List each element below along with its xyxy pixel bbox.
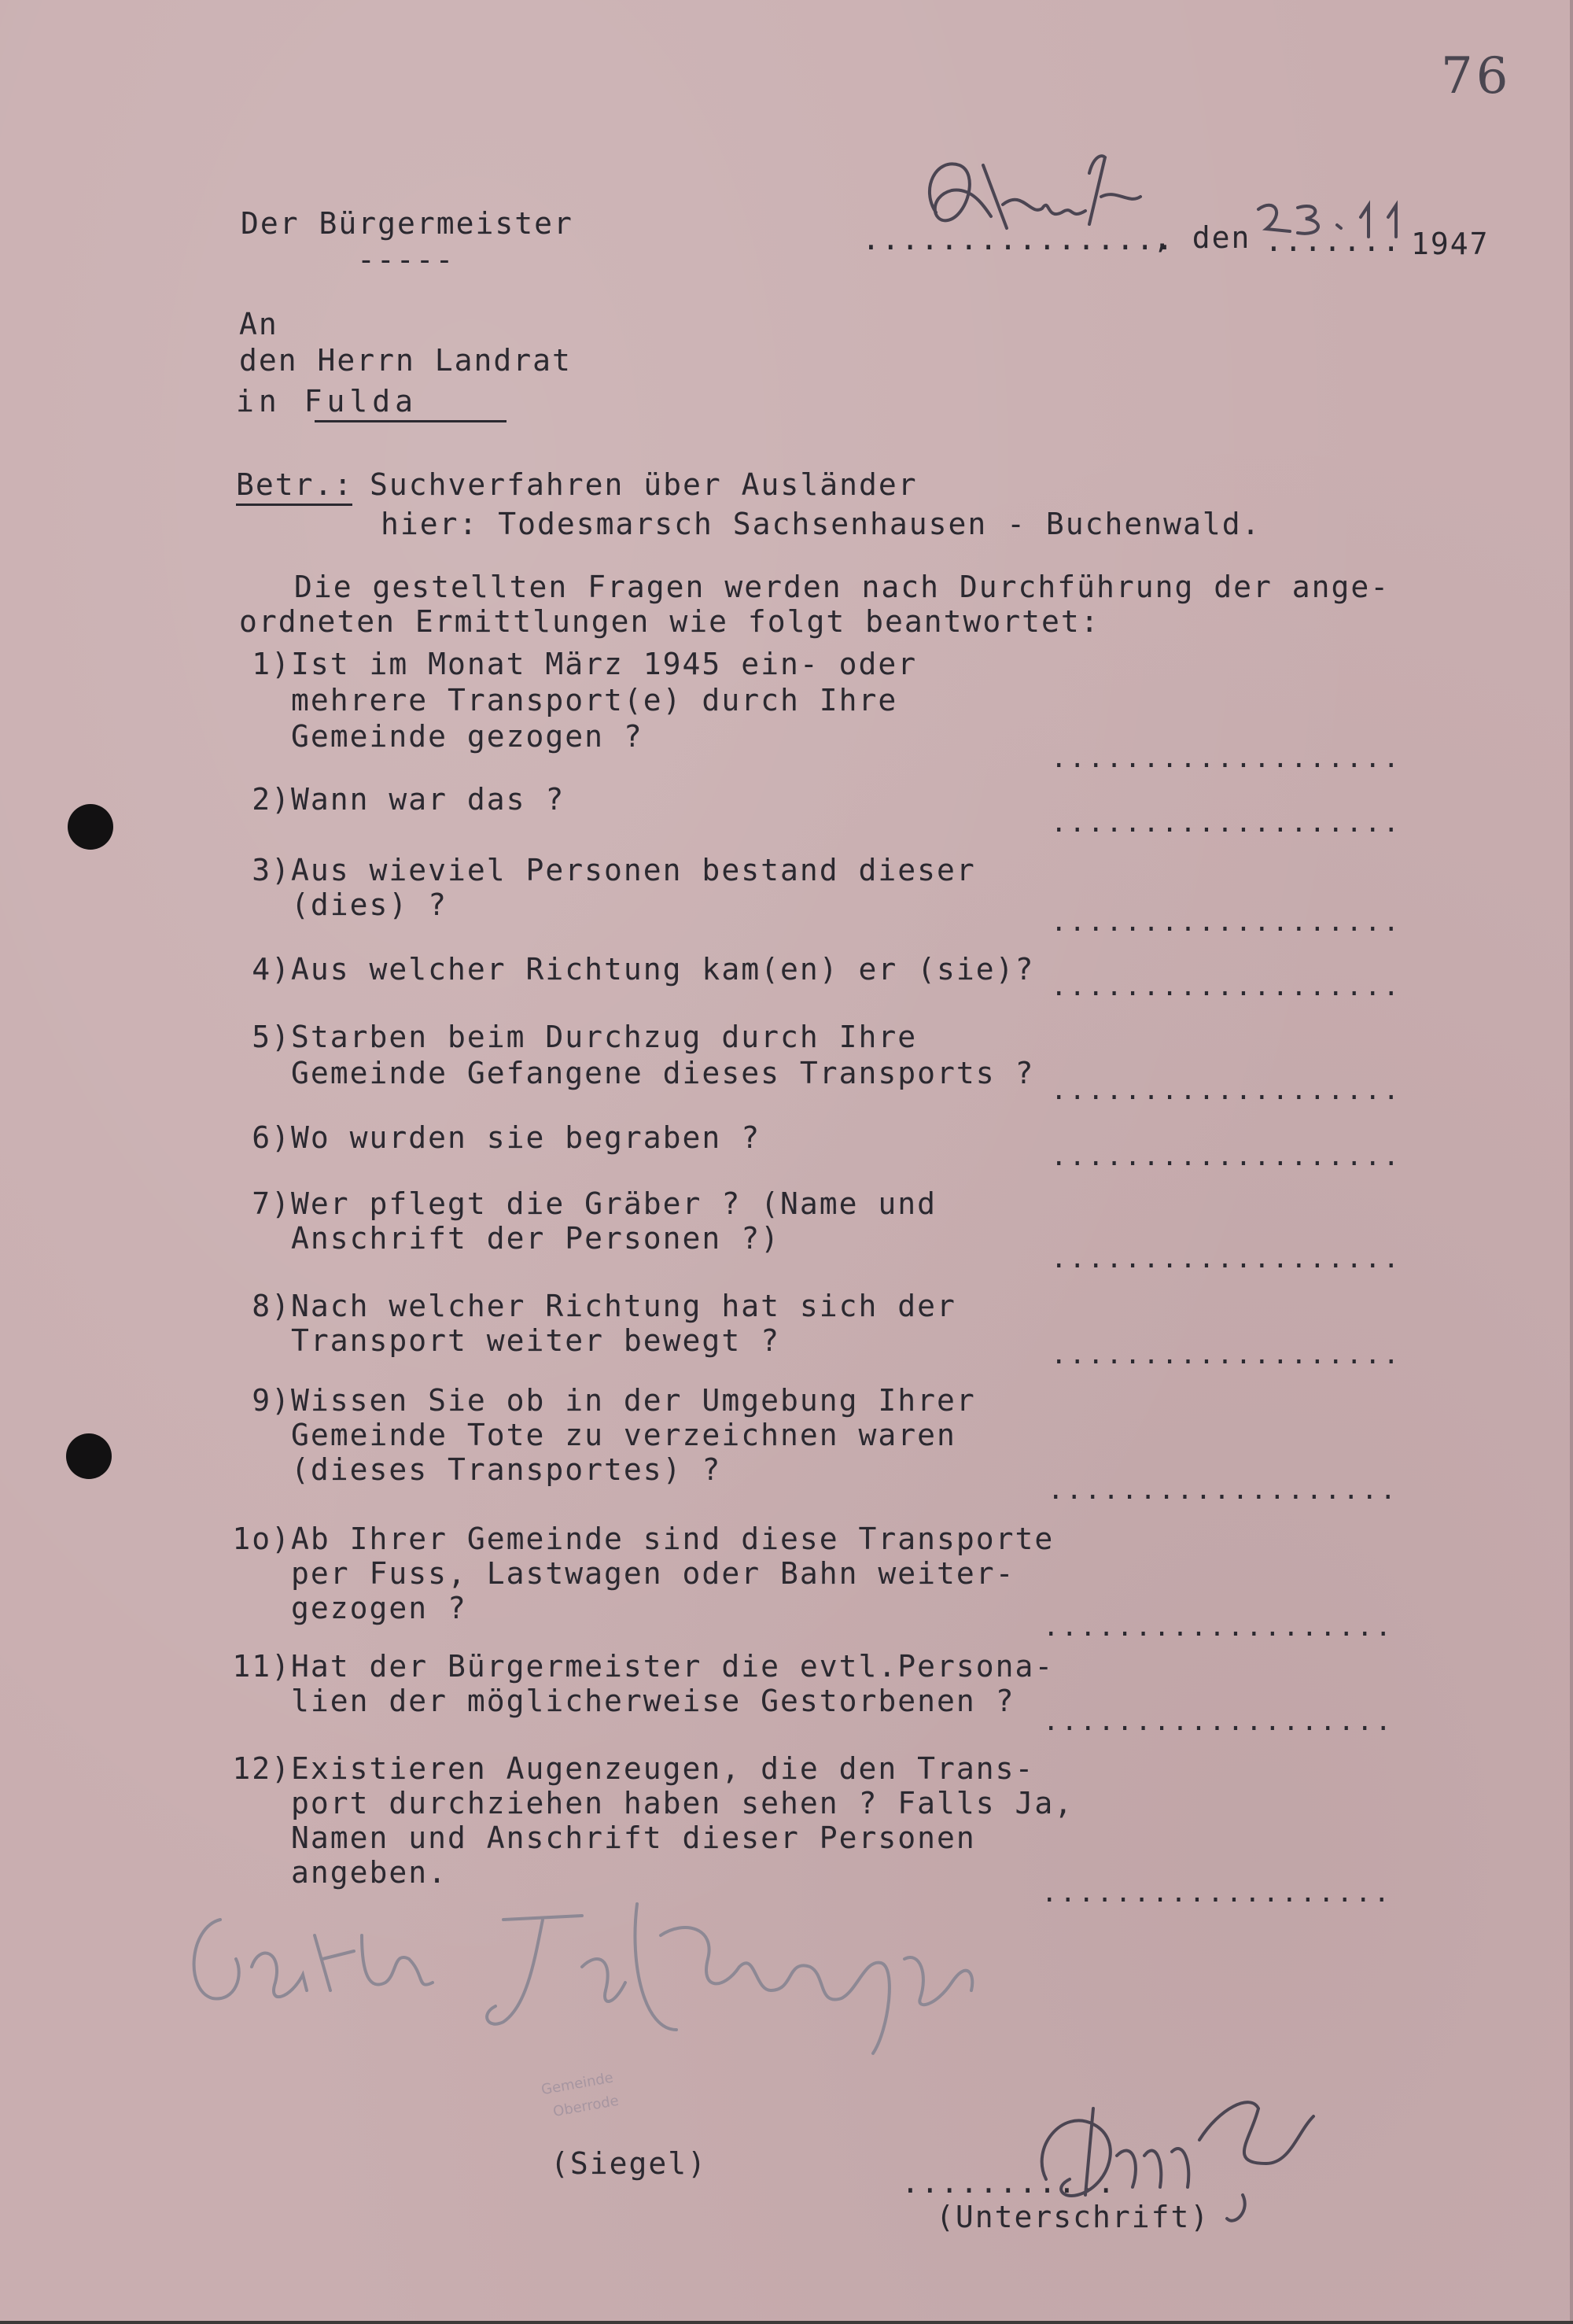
question-line: angeben. <box>291 1855 448 1890</box>
svg-text:Gemeinde: Gemeinde <box>540 2069 615 2099</box>
question-number: 2) <box>252 782 291 817</box>
question-number: 7) <box>252 1186 291 1221</box>
question-line: per Fuss, Lastwagen oder Bahn weiter- <box>291 1556 1015 1591</box>
question-line: Anschrift der Personen ?) <box>291 1221 780 1256</box>
question-line: Gemeinde Gefangene dieses Transports ? <box>291 1056 1035 1090</box>
question-number: 5) <box>252 1020 291 1054</box>
answer-dots-8: ................... <box>1051 1339 1402 1370</box>
answer-dots-11: ................... <box>1043 1706 1394 1737</box>
question-line: Wissen Sie ob in der Umgebung Ihrer <box>291 1383 976 1418</box>
recipient-line-3: in Fulda <box>236 384 418 419</box>
handwritten-date <box>1251 194 1431 249</box>
fulda-underline <box>315 420 507 422</box>
question-line: Gemeinde Tote zu verzeichnen waren <box>291 1418 956 1452</box>
question-line: (dies) ? <box>291 887 448 922</box>
seal-label: (Siegel) <box>551 2146 708 2181</box>
signature-dots: ........... <box>901 2165 1117 2200</box>
handwritten-place-name <box>904 142 1188 244</box>
year: 1947 <box>1411 227 1490 261</box>
question-number: 3) <box>252 853 291 887</box>
punch-hole-top <box>68 804 113 850</box>
question-line: Nach welcher Richtung hat sich der <box>291 1289 956 1323</box>
question-line: Gemeinde gezogen ? <box>291 719 643 754</box>
question-line: Starben beim Durchzug durch Ihre <box>291 1020 918 1054</box>
intro-line-1: Die gestellten Fragen werden nach Durchführung der ange- <box>294 570 1391 604</box>
recipient-line-2: den Herrn Landrat <box>239 343 572 378</box>
answer-dots-2: ................... <box>1051 807 1402 839</box>
subject-label-underline <box>236 504 352 506</box>
answer-dots-9: ................... <box>1048 1474 1398 1506</box>
question-number: 12) <box>232 1751 291 1786</box>
question-line: lien der möglicherweise Gestorbenen ? <box>291 1684 1015 1718</box>
question-line: Hat der Bürgermeister die evtl.Persona- <box>291 1649 1055 1684</box>
pencil-handwriting <box>173 1872 1085 2061</box>
question-number: 11) <box>232 1649 291 1684</box>
answer-dots-6: ................... <box>1051 1141 1402 1172</box>
question-number: 1) <box>252 647 291 681</box>
question-number: 4) <box>252 952 291 987</box>
question-line: port durchziehen haben sehen ? Falls Ja, <box>291 1786 1074 1820</box>
question-line: mehrere Transport(e) durch Ihre <box>291 683 898 717</box>
question-line: Wer pflegt die Gräber ? (Name und <box>291 1186 937 1221</box>
question-line: Transport weiter bewegt ? <box>291 1323 780 1358</box>
question-line: Aus welcher Richtung kam(en) er (sie)? <box>291 952 1035 987</box>
answer-dots-12: ................... <box>1041 1877 1392 1909</box>
den-label: , den <box>1153 220 1251 255</box>
subject-line-2: hier: Todesmarsch Sachsenhausen - Buchenwald. <box>381 507 1262 541</box>
answer-dots-4: ................... <box>1051 971 1402 1002</box>
recipient-line-1: An <box>239 307 278 341</box>
subject-label: Betr.: <box>236 467 354 502</box>
question-number: 1o) <box>232 1522 291 1556</box>
answer-dots-5: ................... <box>1051 1075 1402 1106</box>
question-line: Wann war das ? <box>291 782 565 817</box>
question-line: Aus wieviel Personen bestand dieser <box>291 853 976 887</box>
signature-label: (Unterschrift) <box>936 2200 1210 2234</box>
answer-dots-3: ................... <box>1051 906 1402 938</box>
municipal-stamp <box>519 2053 676 2132</box>
intro-line-2: ordneten Ermittlungen wie folgt beantwortet: <box>239 604 1100 639</box>
question-number: 9) <box>252 1383 291 1418</box>
question-line: Existieren Augenzeugen, die den Trans- <box>291 1751 1035 1786</box>
punch-hole-bottom <box>66 1433 112 1479</box>
question-line: (dieses Transportes) ? <box>291 1452 722 1487</box>
sender-underline: ----- <box>357 242 455 277</box>
answer-dots-1: ................... <box>1051 743 1402 774</box>
question-number: 6) <box>252 1120 291 1155</box>
question-line: gezogen ? <box>291 1591 467 1625</box>
answer-dots-10: ................... <box>1043 1611 1394 1643</box>
question-line: Namen und Anschrift dieser Personen <box>291 1820 976 1855</box>
place-dots: ................ <box>862 222 1176 256</box>
question-number: 8) <box>252 1289 291 1323</box>
question-line: Ab Ihrer Gemeinde sind diese Transporte <box>291 1522 1055 1556</box>
date-dots: ....... <box>1265 223 1402 258</box>
sender: Der Bürgermeister <box>241 206 573 241</box>
question-line: Ist im Monat März 1945 ein- oder <box>291 647 918 681</box>
page-number: 76 <box>1441 47 1512 105</box>
answer-dots-7: ................... <box>1051 1243 1402 1275</box>
question-line: Wo wurden sie begraben ? <box>291 1120 761 1155</box>
subject-line-1: Suchverfahren über Ausländer <box>370 467 918 502</box>
svg-text:Oberrode: Oberrode <box>551 2092 621 2121</box>
